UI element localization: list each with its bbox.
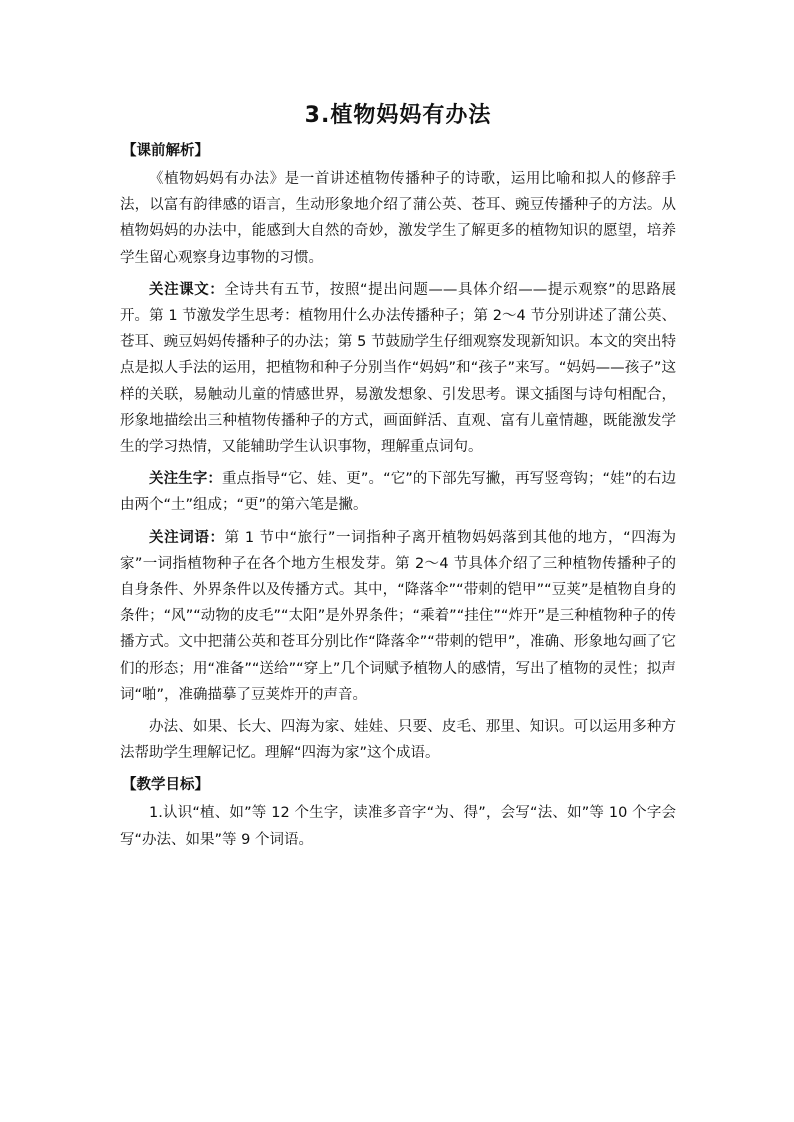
paragraph-lead: 关注课文： <box>149 281 225 298</box>
document-title: 3.植物妈妈有办法 <box>304 103 492 128</box>
paragraph-goal-1 <box>120 800 676 852</box>
paragraph-text: 1.认识“植、如”等 12 个生字，读准多音字“为、得”，会写“法、如”等 10 个字会写“办法、如果”等 9 个词语。 <box>120 805 676 848</box>
paragraph-overview <box>120 166 676 271</box>
paragraph-word-list <box>120 714 676 766</box>
section-heading-pre-class-analysis: 【课前解析】 <box>122 143 209 159</box>
paragraph-text: 《植物妈妈有办法》是一首讲述植物传播种子的诗歌，运用比喻和拟人的修辞手法，以富有韵律感的语言，生动形象地介绍了蒲公英、苍耳、豌豆传播种子的方法。从植物妈妈的办法中，能感到大自然的奇妙，激发学生了解更多的植物知识的愿望，培养学生留心观察身边事物的习惯。 <box>120 171 676 266</box>
paragraph-focus-words <box>120 525 676 708</box>
paragraph-focus-characters <box>120 466 676 518</box>
paragraph-text: 办法、如果、长大、四海为家、娃娃、只要、皮毛、那里、知识。可以运用多种方法帮助学生理解记忆。理解“四海为家”这个成语。 <box>120 719 676 762</box>
section-heading-teaching-goals: 【教学目标】 <box>122 777 209 794</box>
paragraph-text: 重点指导“它、娃、更”。“它”的下部先写撇，再写竖弯钩；“娃”的右边由两个“土”组成；“更”的第六笔是撇。 <box>120 471 676 514</box>
paragraph-lead: 关注词语： <box>149 529 225 546</box>
paragraph-lead: 关注生字： <box>149 471 222 488</box>
document-body <box>120 98 676 859</box>
paragraph-text: 全诗共有五节，按照“提出问题——具体介绍——提示观察”的思路展开。第 1 节激发学生思考：植物用什么办法传播种子；第 2～4 节分别讲述了蒲公英、苍耳、豌豆妈妈传播种子的办法；第 5 节鼓励学生仔细观察发现新知识。本文的突出特点是拟人手法的运用，把植物和种子分别当作“妈妈”和“孩子”来写。“妈妈——孩子”这样的关联，易触动儿童的情感世界，易激发想象、引发思考。课文插图与诗句相配合，形象地描绘出三种植物传播种子的方式，画面鲜活、直观、富有儿童情趣，既能激发学生的学习热情，又能辅助学生认识事物，理解重点词句。 <box>120 281 676 456</box>
paragraph-focus-text <box>120 277 676 460</box>
paragraph-text: 第 1 节中“旅行”一词指种子离开植物妈妈落到其他的地方，“四海为家”一词指植物种子在各个地方生根发芽。第 2～4 节具体介绍了三种植物传播种子的自身条件、外界条件以及传播方式。其中，“降落伞”“带刺的铠甲”“豆荚”是植物自身的条件；“风”“动物的皮毛”“太阳”是外界条件；“乘着”“挂住”“炸开”是三种植物种子的传播方式。文中把蒲公英和苍耳分别比作“降落伞”“带刺的铠甲”，准确、形象地勾画了它们的形态；用“准备”“送给”“穿上”几个词赋予植物人的感情，写出了植物的灵性；拟声词“啪”，准确描摹了豆荚炸开的声音。 <box>120 529 676 703</box>
